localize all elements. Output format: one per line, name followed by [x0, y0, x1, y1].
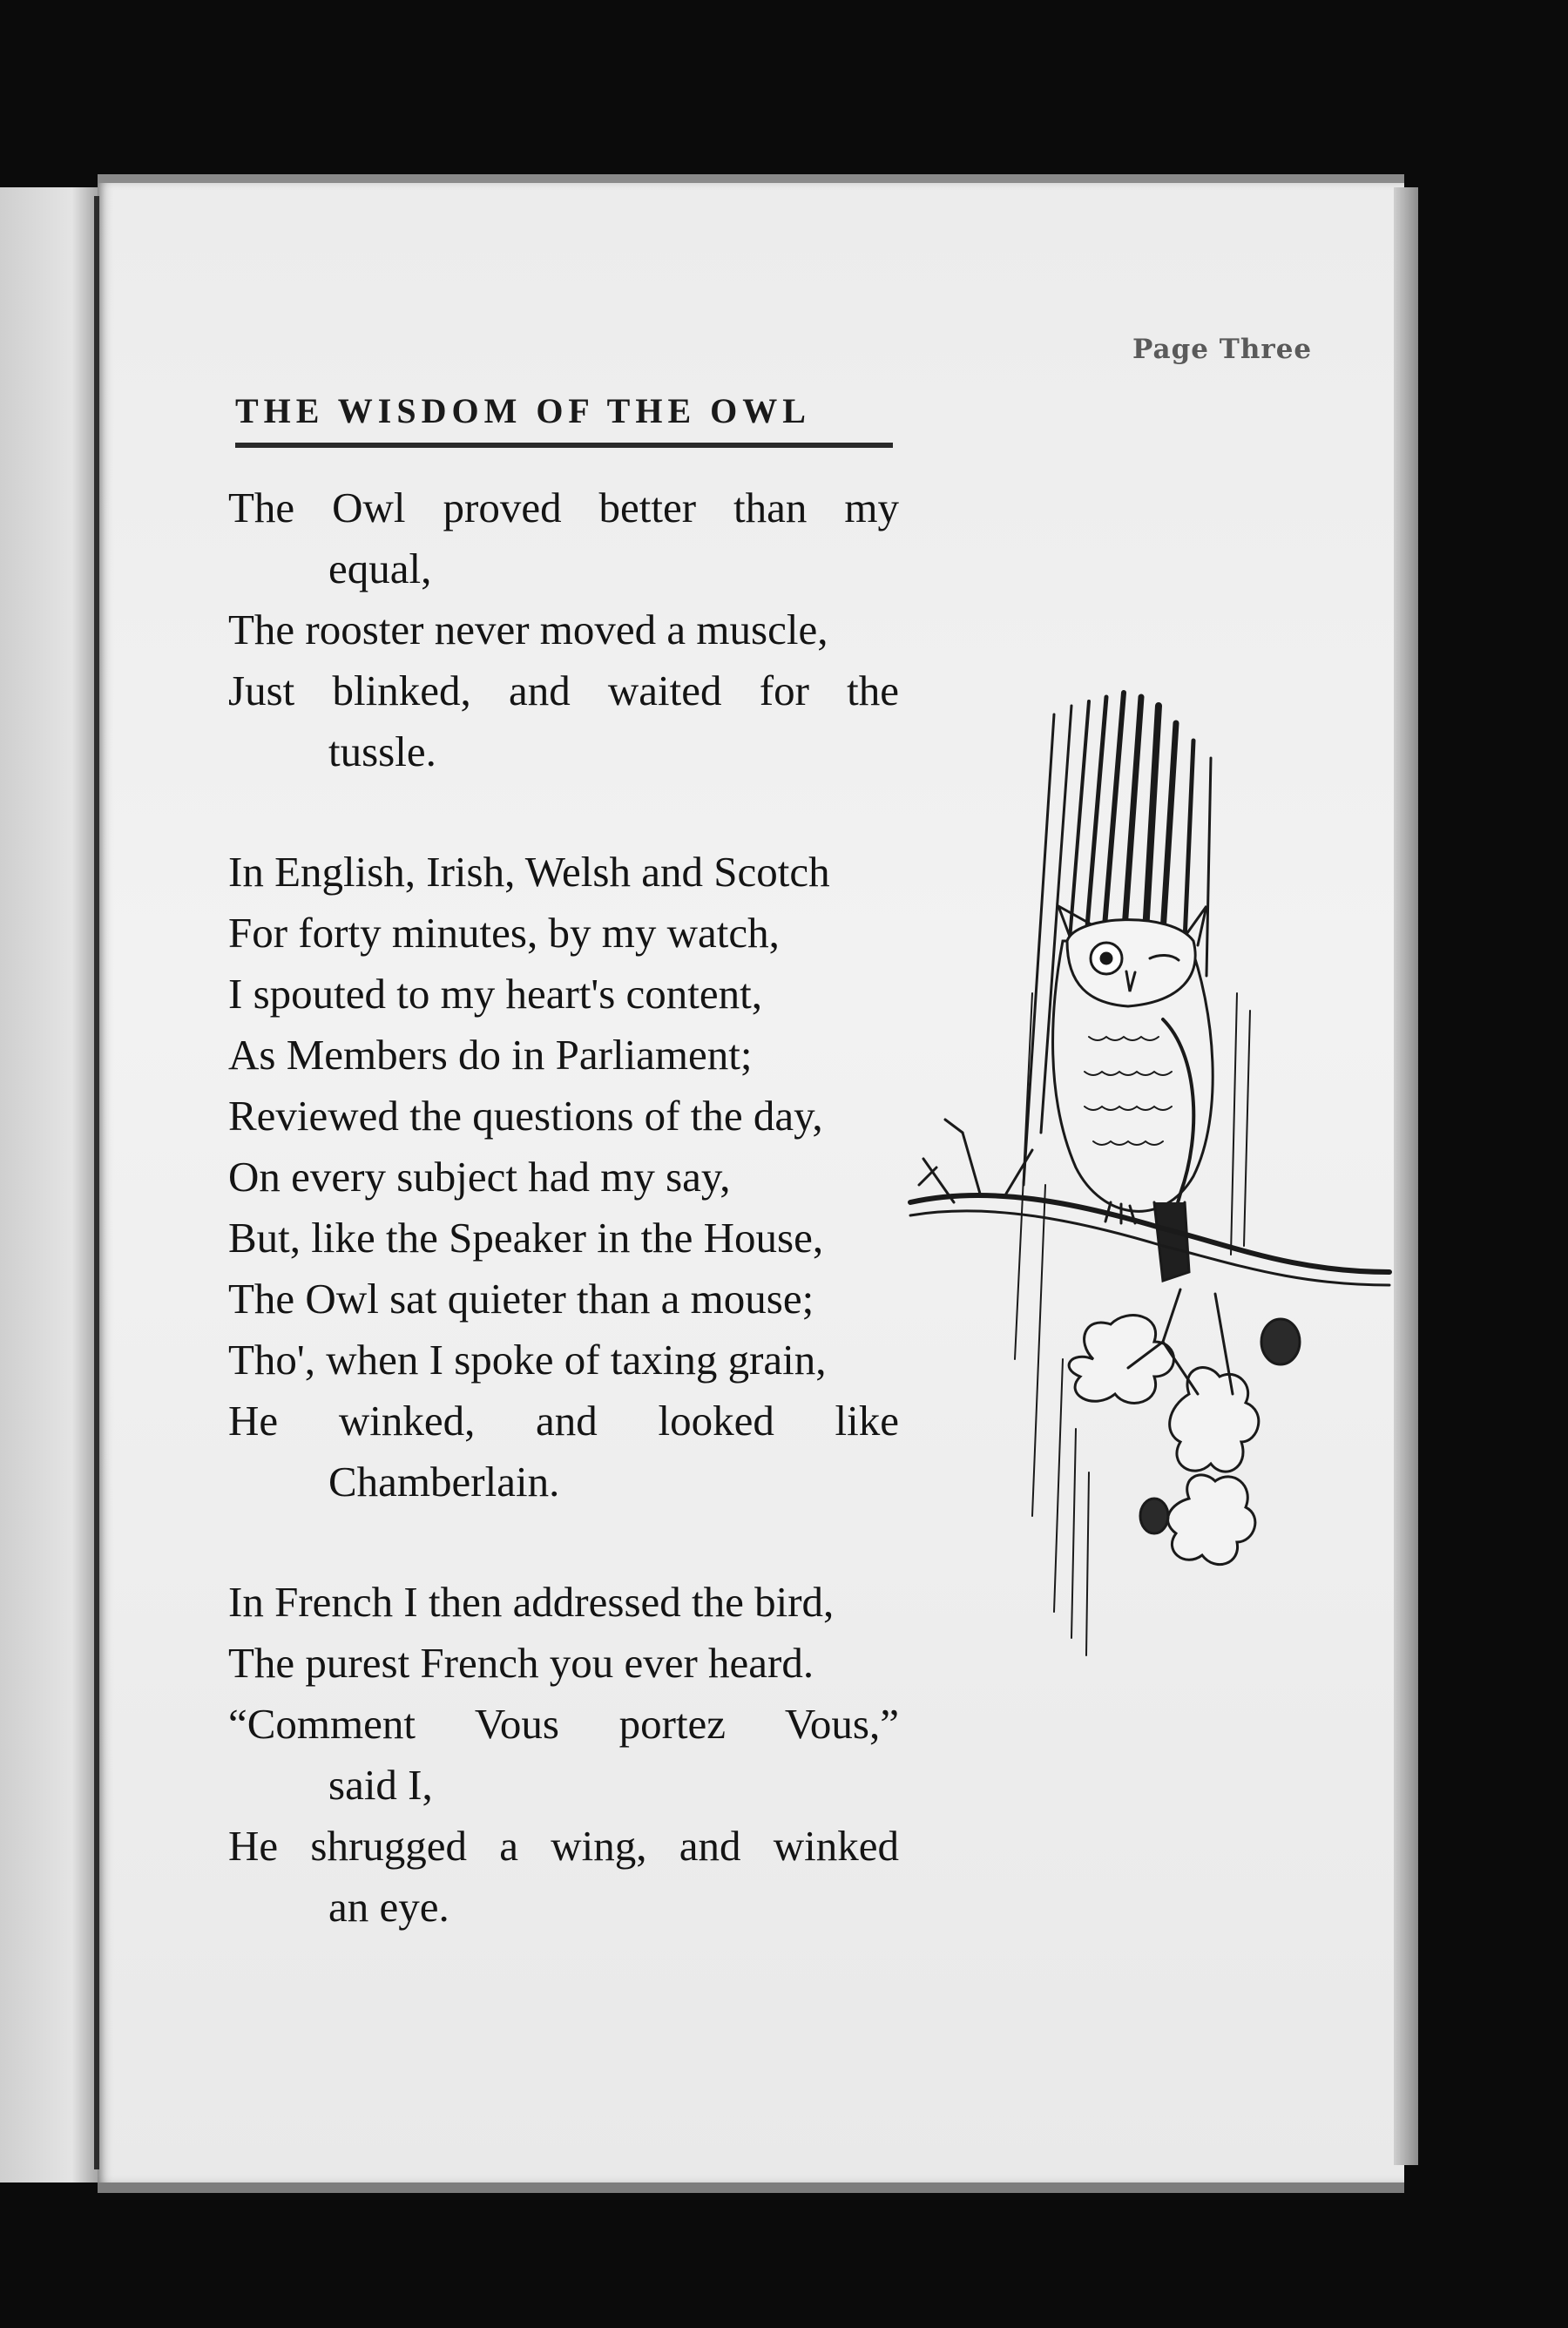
title-underline — [235, 443, 893, 448]
poem-line: Chamberlain. — [328, 1458, 560, 1506]
poem-line: said I, — [328, 1761, 433, 1809]
facing-page — [0, 187, 103, 2182]
owl-on-branch-icon — [902, 645, 1424, 1690]
page-number: Page Three — [1132, 334, 1313, 365]
poem-line: In English, Irish, Welsh and Scotch — [228, 848, 830, 896]
poem-line: The purest French you ever heard. — [228, 1639, 814, 1687]
poem-line: equal, — [328, 545, 432, 592]
stanza-break — [228, 1513, 899, 1572]
stanza-break — [228, 782, 899, 842]
poem-line: an eye. — [328, 1883, 449, 1931]
poem-line: The Owl sat quieter than a mouse; — [228, 1275, 814, 1323]
poem-line: I spouted to my heart's content, — [228, 970, 763, 1018]
poem-line: On every subject had my say, — [228, 1153, 731, 1201]
poem-line: He shrugged a wing, and winked — [228, 1822, 899, 1870]
poem-line: As Members do in Parliament; — [228, 1031, 753, 1079]
book-spine — [94, 196, 99, 2169]
poem-line: The rooster never moved a muscle, — [228, 606, 828, 653]
poem-line: In French I then addressed the bird, — [228, 1578, 835, 1626]
poem-line: The Owl proved better than my — [228, 484, 899, 531]
poem-line: tussle. — [328, 728, 436, 775]
poem-title: THE WISDOM OF THE OWL — [235, 391, 811, 430]
poem-line: For forty minutes, by my watch, — [228, 909, 780, 957]
poem-line: Tho', when I spoke of taxing grain, — [228, 1336, 827, 1384]
poem-line: But, like the Speaker in the House, — [228, 1214, 824, 1262]
poem-line: He winked, and looked like — [228, 1397, 899, 1445]
poem-line: Reviewed the questions of the day, — [228, 1092, 823, 1140]
poem-body — [228, 477, 899, 1938]
poem-line: Just blinked, and waited for the — [228, 667, 899, 714]
poem-line: “Comment Vous portez Vous,” — [228, 1700, 899, 1748]
